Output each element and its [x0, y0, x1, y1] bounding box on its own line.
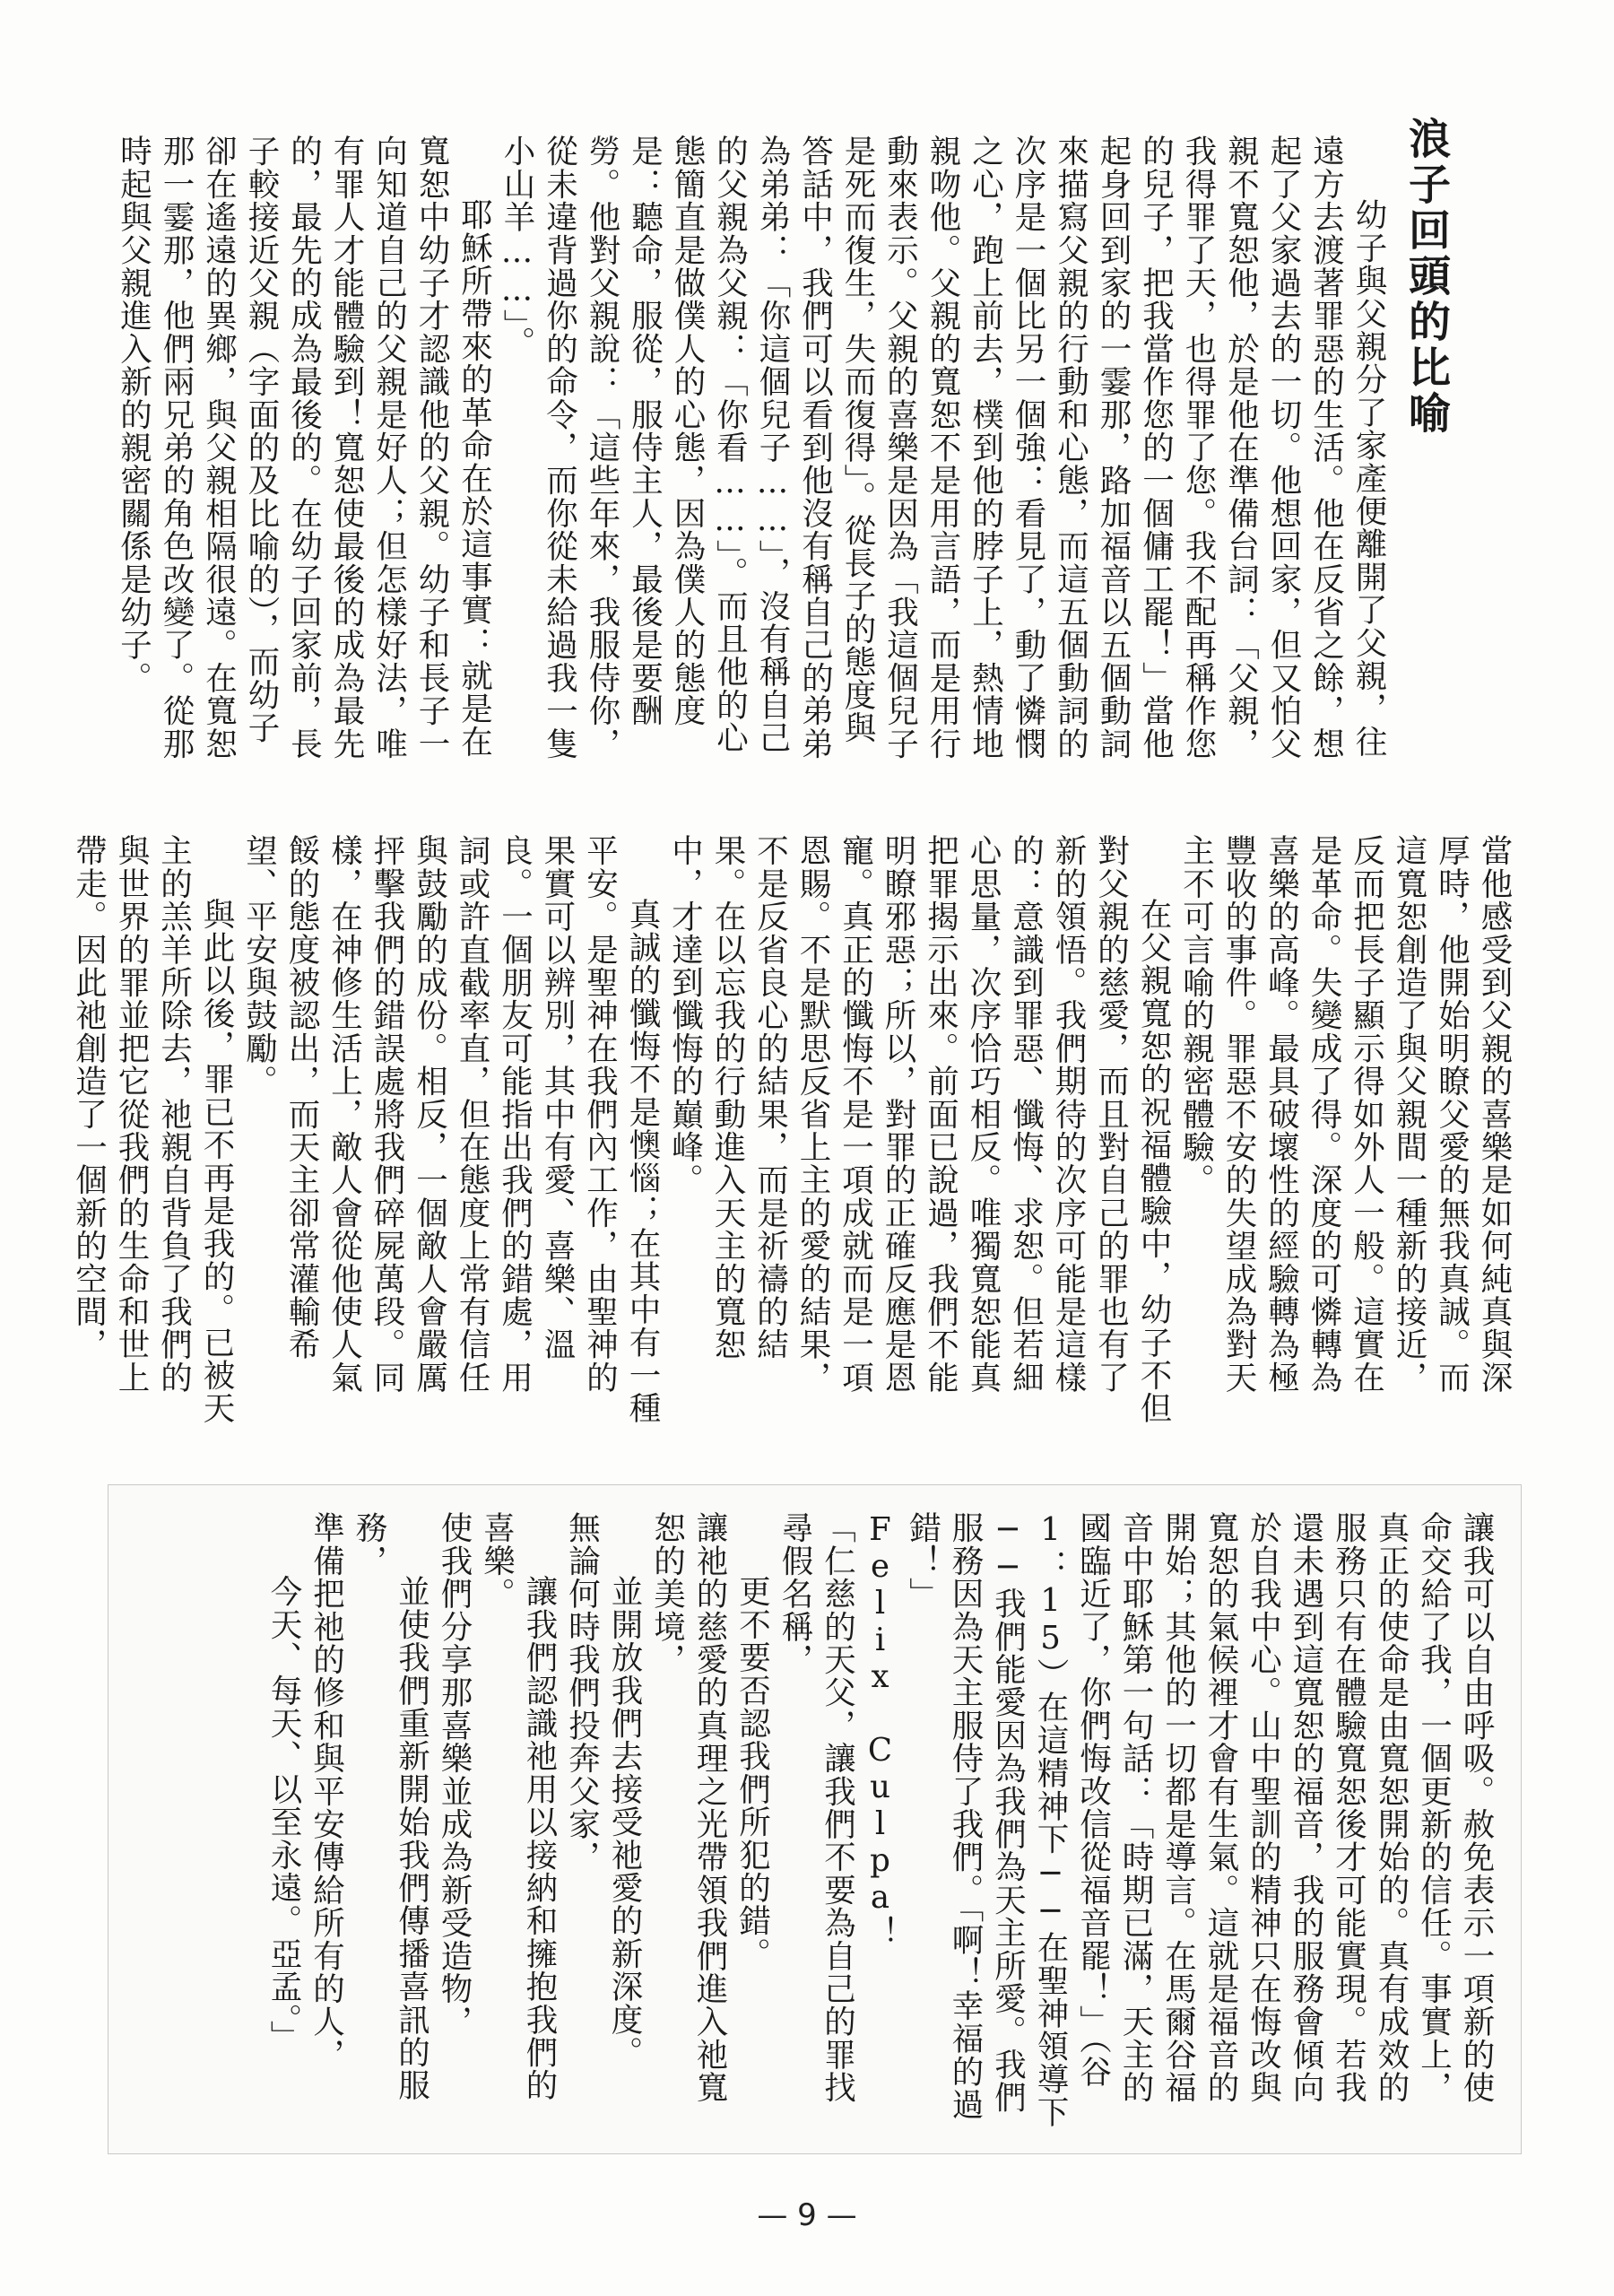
- article-title: 浪子回頭的比喻: [1401, 117, 1451, 437]
- prayer-line: 並開放我們去接受祂愛的新深度。: [606, 1575, 643, 2069]
- paragraph: 與此以後，罪已不再是我的。已被天主的羔羊所除去，祂親自背負了我們的與世界的罪並把它從我們的生命和世上帶走。因此祂創造了一個新的空間，: [70, 834, 235, 1425]
- prayer-line: 使我們分享那喜樂並成為新受造物，: [436, 1511, 473, 2039]
- prayer-line: 「仁慈的天父，讓我們不要為自己的罪找尋假名稱，: [777, 1511, 856, 2104]
- prayer-line: 並使我們重新開始我們傳播喜訊的服務，: [351, 1511, 430, 2102]
- paragraph: 幼子與父親分了家產便離開了父親，往遠方去渡著罪惡的生活。他在反省之餘，想起了父家過去的一切。他想回家，但又怕父親不寬恕他，於是他在準備台詞：「父親，我得罪了天，也得罪了您。我不配再稱作您的兒子，把我當作您的一個傭工罷！」當他起身回到家的一霎那，路加福音以五個動詞來描寫父親的行動和心態，而這五個動詞的次序是一個比另一個強：看見了，動了憐憫之心，跑上前去，樸到他的脖子上，熱情地親吻他。父親的寬恕不是用言語，而是用行動來表示。父親的喜樂是因為「我這個兒子是死而復生，失而復得」。從長子的態度與答話中，我們可以看到他沒有稱自己的弟弟為弟弟：「你這個兒子……」，沒有稱自己的父親為父親：「你看……」。而且他的心態簡直是做僕人的心態，因為僕人的態度是：聽命，服從，服侍主人，最後是要酬勞。他對父親說：「這些年來，我服侍你，從未違背過你的命令，而你從未給過我一隻小山羊……」。: [499, 135, 1387, 761]
- paragraph: 當他感受到父親的喜樂是如何純真與深厚時，他開始明瞭父愛的無我真誠。而這寬恕創造了與父親間一種新的接近，反而把長子顯示得如外人一般。這實在是革命。失變成了得。深度的可憐轉為喜樂的高峰。最具破壞性的經驗轉為極豐收的事件。罪惡不安的失望成為對天主不可言喻的親密體驗。: [1177, 834, 1513, 1394]
- section-bottom: [134, 1511, 1497, 2130]
- prayer-line: 讓我們認識祂用以接納和擁抱我們的喜樂。: [478, 1511, 558, 2102]
- section-top: [99, 135, 1390, 762]
- paragraph: 讓我可以自由呼吸。赦免表示一項新的使命交給了我，一個更新的信任。事實上，真正的使命是由寬恕開始的。真有成效的服務只有在體驗寬恕後才可能實現。若我還未遇到這寬恕的福音，我的服務會傾向於自我中心。山中聖訓的精神只在悔改與寬恕的氣候裡才會有生氣。這就是福音的開始；其他的一切都是導言。在馬爾谷福音中耶穌第一句話：「時期已滿，天主的國臨近了，你們悔改信從福音罷！」（谷1：15）在這精神下──在聖神領導下──我們能愛因為我們為天主所愛。我們服務因為天主服侍了我們。「啊！幸福的過錯！」: [904, 1511, 1495, 2129]
- prayer-line: 無論何時我們投奔父家，: [563, 1511, 601, 1874]
- latin-phrase: Felix Culpa！: [862, 1511, 898, 1948]
- paragraph: 真誠的懺悔不是懊惱；在其中有一種平安。是聖神在我們內工作，由聖神的果實可以辨別，其中有愛、喜樂、溫良。一個朋友可能指出我們的錯處，用詞或許直截率直，但在態度上常有信任與鼓勵的成份。相反，一個敵人會嚴厲抨擊我們的錯誤處將我們碎屍萬段。同樣，在神修生活上，敵人會從他使人氣餒的態度被認出，而天主卻常灌輸希望、平安與鼓勵。: [240, 834, 661, 1425]
- page-number: — 9 —: [757, 2197, 857, 2233]
- paragraph: 耶穌所帶來的革命在於這事實：就是在寬恕中幼子才認識他的父親。幼子和長子一向知道自己的父親是好人；但怎樣好法，唯有罪人才能體驗到！寬恕使最後的成為最先的，最先的成為最後的。在幼子回家前，長子較接近父親（字面的及比喻的），而幼子卻在遙遠的異鄉，與父親相隔很遠。在寬恕那一霎那，他們兩兄弟的角色改變了。從那時起與父親進入新的親密關係是幼子。: [115, 135, 493, 761]
- prayer-line: 準備把祂的修和與平安傳給所有的人，: [308, 1511, 345, 2071]
- paragraph: 在父親寬恕的祝福體驗中，幼子不但對父親的慈愛，而且對自己的罪也有了新的領悟。我們期待的次序可能是這樣的：意識到罪惡、懺悔、求恕。但若細心思量，次序恰巧相反。唯獨寬恕能真把罪揭示出來。前面已說過，我們不能明瞭邪惡；所以，對罪的正確反應是恩寵。真正的懺悔不是一項成就而是一項恩賜。不是默思反省上主的愛的結果，不是反省良心的結果，而是祈禱的結果。在以忘我的行動進入天主的寬恕中，才達到懺悔的巔峰。: [666, 834, 1172, 1425]
- prayer-line: 今天、每天、以至永遠。亞孟。」: [265, 1575, 302, 2053]
- prayer-line: 更不要否認我們所犯的錯。: [733, 1575, 771, 1970]
- section-middle: [70, 834, 1515, 1426]
- prayer-line: 讓祂的慈愛的真理之光帶領我們進入祂寬恕的美境，: [648, 1511, 728, 2104]
